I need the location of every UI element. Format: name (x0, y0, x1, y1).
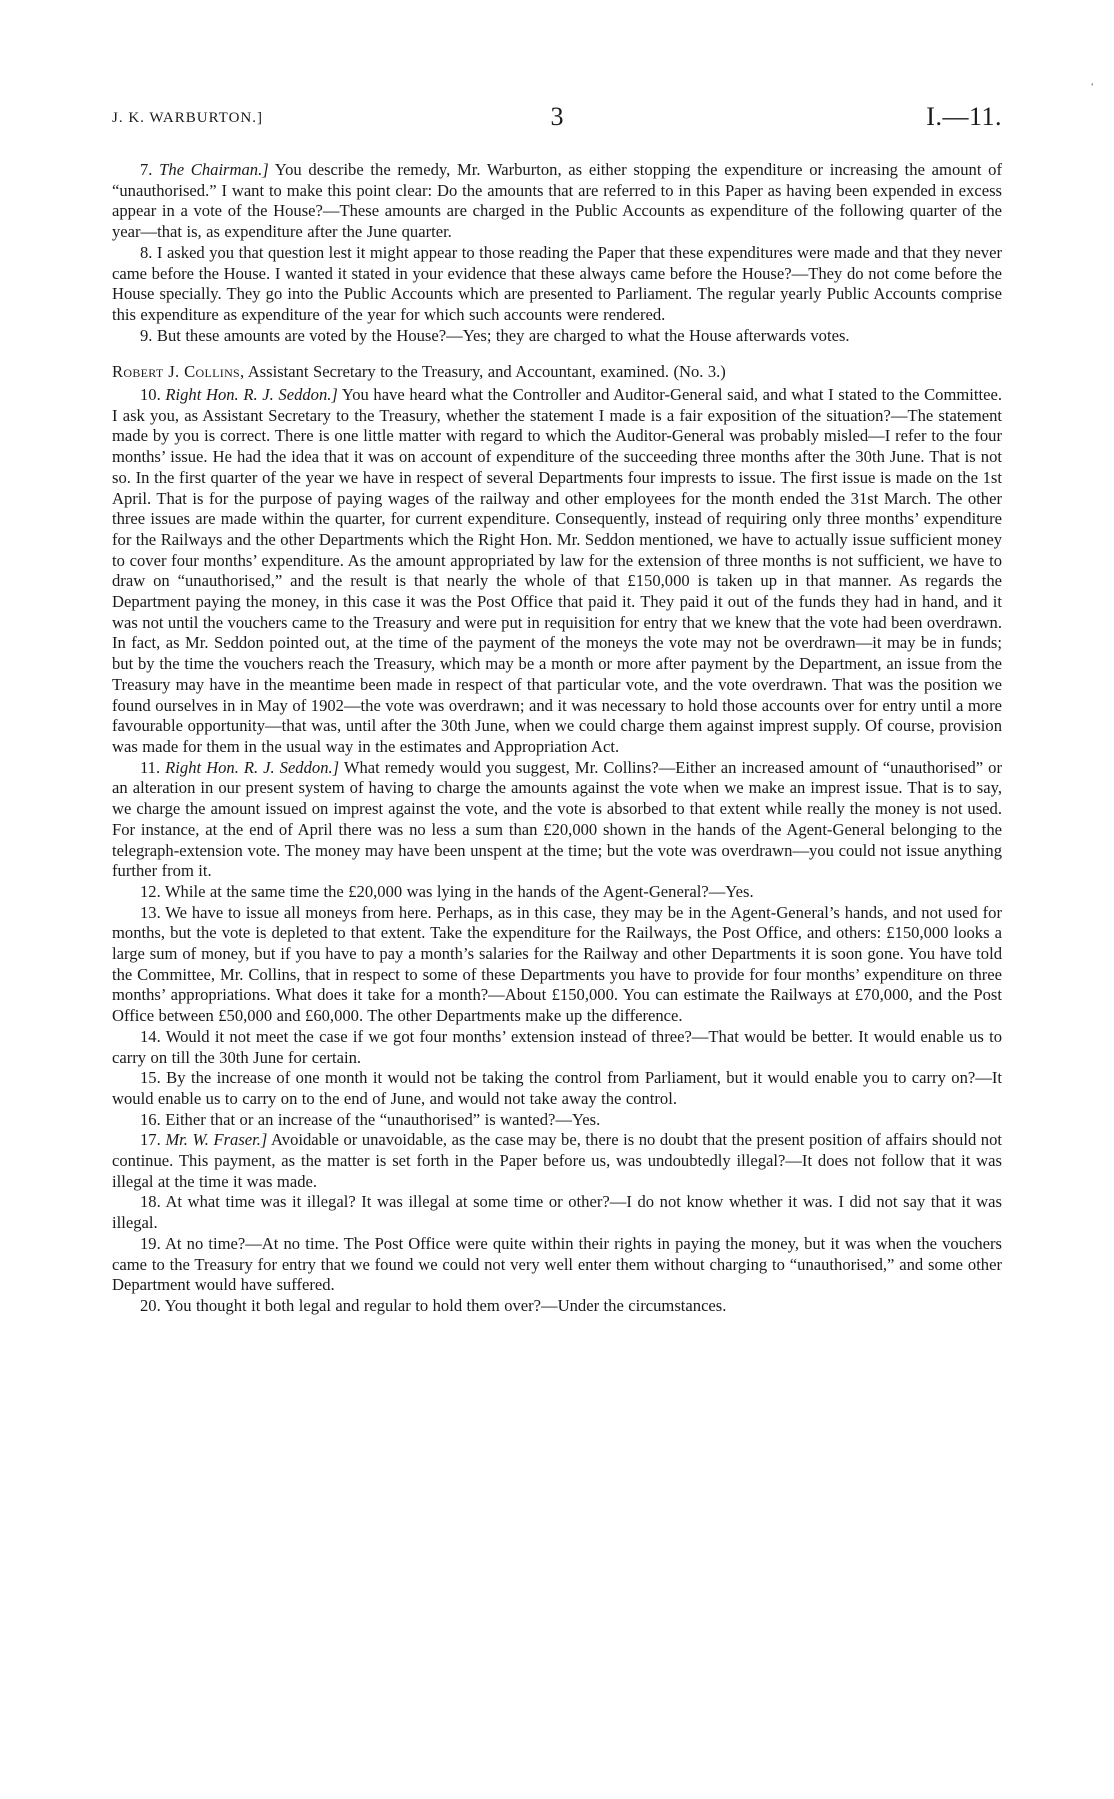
question-text: Either that or an increase of the “unauthorised” is wanted?—Yes. (160, 1109, 601, 1129)
question-number: 11. (140, 757, 161, 777)
question-number: 19. (140, 1233, 161, 1253)
question-number: 15. (140, 1068, 161, 1088)
question-text: What remedy would you suggest, Mr. Collins?—Either an increased amount of “unauthorised” or an alteration in our present system of having to charge the amounts against the vote when we make an imprest issue. That is to say, we charge the amount issued on imprest against the vote, and the vote is absorbed to that extent while really the money is not used. For instance, at the end of April there was no less a sum than £20,000 shown in the hands of the Agent-General belonging to the telegraph-extension vote. The money may have been unspent at the time; but the vote was overdrawn—you could not issue anything further from it. (112, 757, 1002, 881)
running-head (112, 102, 1002, 138)
question-8 (112, 243, 1002, 326)
question-13 (112, 903, 1002, 1027)
question-text: You describe the remedy, Mr. Warburton, as either stopping the expenditure or increasing the amount of “unauthorised.” I want to make this point clear: Do the amounts that are referred to in this Paper as having been expended in excess appear in a vote of the House?—These amounts are charged in the Public Accounts as expenditure of the following quarter of the year—that is, as expenditure after the June quarter. (112, 160, 1002, 242)
question-9 (112, 326, 1002, 347)
question-text: At what time was it illegal? It was illegal at some time or other?—I do not know whether it was. I did not say that it was illegal. (112, 1192, 1002, 1233)
question-text: But these amounts are voted by the House?—Yes; they are charged to what the House afterwards votes. (152, 325, 850, 345)
question-15 (112, 1068, 1002, 1109)
witness-heading (112, 362, 1002, 383)
question-number: 7. (140, 160, 153, 179)
evidence-body (112, 160, 1002, 1317)
question-18 (112, 1192, 1002, 1233)
question-text: I asked you that question lest it might appear to those reading the Paper that these expenditures were made and that they never came before the House. I wanted it stated in your evidence that these always came before the House?—They do not come before the House specially. They go into the Public Accounts which are presented to Parliament. The regular yearly Public Accounts comprise this expenditure as expenditure of the year for which such accounts were rendered. (112, 242, 1002, 324)
question-number: 10. (140, 385, 161, 405)
question-text: By the increase of one month it would not be taking the control from Parliament, but it would enable you to carry on?—It would enable us to carry on to the end of June, and would not take away the control. (112, 1068, 1002, 1108)
question-text: We have to issue all moneys from here. Perhaps, as in this case, they may be in the Agent-General’s hands, and not used for months, but the vote is depleted to that extent. Take the expenditure for the Railways, the Post Office, and others: £150,000 looks a large sum of money, but if you have to pay a month’s salaries for the Railway and other Departments it is soon gone. You have told the Committee, Mr. Collins, that in respect to some of these Departments you have to provide for four months’ expenditure on three months’ appropriations. What does it take for a month?—About £150,000. You can estimate the Railways at £70,000, and the Post Office between £50,000 and £60,000. The other Departments make up the difference. (112, 902, 1002, 1026)
question-number: 17. (140, 1130, 161, 1150)
question-number: 9. (140, 325, 153, 345)
question-7 (112, 160, 1002, 243)
question-text: You have heard what the Controller and Auditor-General said, and what I stated to the Committee. I ask you, as Assistant Secretary to the Treasury, whether the statement I made is a fair exposition of the situation?—The statement made by you is correct. There is one little matter with regard to which the Auditor-General was probably misled—I refer to the four months’ issue. He had the idea that it was on account of expenditure of the succeeding three months after the 30th June. That is not so. In the first quarter of the year we have in respect of several Departments four imprests to issue. The first issue is made on the 1st April. That is for the purpose of paying wages of the railway and other employees for the month ended the 31st March. The other three issues are made within the quarter, for current expenditure. Consequently, instead of requiring only three months’ expenditure for the Railways and the other Departments which the Right Hon. Mr. Seddon mentioned, we have to actually issue sufficient money to cover four months’ expenditure. As the amount appropriated by law for the extension of three months is not sufficient, we have to draw on “unauthorised,” and the result is that nearly the whole of that £150,000 is taken up in that manner. As regards the Department paying the money, in this case it was the Post Office that paid it. They paid it out of the funds they had in hand, and it was not until the vouchers came to the Treasury and were put in requisition for entry that we knew that the vote had been overdrawn. In fact, as Mr. Seddon pointed out, at the time of the payment of the moneys the vote may not be overdrawn—it may be in funds; but by the time the vouchers reach the Treasury, which may be a month or more after payment by the Department, an issue from the Treasury may have in the meantime been made in respect of that particular vote, and the vote overdrawn. That was the position we found ourselves in in May of 1902—the vote was overdrawn; and it was necessary to hold those accounts over for entry until a more favourable opportunity—that was, until after the 30th June, when we could charge them against imprest supply. Of course, provision was made for them in the usual way in the estimates and Appropriation Act. (112, 385, 1002, 756)
speaker: Mr. W. Fraser.] (165, 1130, 268, 1150)
speaker: Right Hon. R. J. Seddon.] (165, 385, 338, 405)
question-16 (112, 1110, 1002, 1131)
question-20 (112, 1296, 1002, 1317)
question-number: 13. (140, 902, 161, 922)
question-14 (112, 1027, 1002, 1068)
scan-mark: ‘ (1090, 82, 1094, 93)
question-text: You thought it both legal and regular to hold them over?—Under the circumstances. (160, 1295, 727, 1315)
question-text: Would it not meet the case if we got four months’ extension instead of three?—That would be better. It would enable us to carry on till the 30th June for certain. (112, 1026, 1002, 1067)
question-17 (112, 1130, 1002, 1192)
question-10 (112, 385, 1002, 758)
running-head-witness: J. K. WARBURTON.] (112, 110, 263, 126)
page-number: 3 (550, 102, 564, 131)
speaker: Right Hon. R. J. Seddon.] (165, 757, 340, 777)
question-text: Avoidable or unavoidable, as the case may be, there is no doubt that the present position of affairs should not continue. This payment, as the matter is set forth in the Paper before us, was undoubtedly illegal?—It does not follow that it was illegal at the time it was made. (112, 1130, 1002, 1191)
question-11 (112, 758, 1002, 882)
question-number: 14. (140, 1026, 161, 1046)
witness-name: Robert J. Collins (112, 362, 241, 382)
question-19 (112, 1234, 1002, 1296)
question-number: 20. (140, 1295, 161, 1315)
question-number: 12. (140, 881, 161, 901)
question-text: While at the same time the £20,000 was lying in the hands of the Agent-General?—Yes. (160, 881, 754, 901)
document-code: I.—11. (926, 102, 1002, 131)
question-text: At no time?—At no time. The Post Office were quite within their rights in paying the money, but it was when the vouchers came to the Treasury for entry that we found we could not very well enter them without charging to “unauthorised,” and some other Department would have suffered. (112, 1233, 1002, 1295)
question-12 (112, 882, 1002, 903)
speaker: The Chairman.] (159, 160, 269, 179)
question-number: 18. (140, 1192, 161, 1212)
question-number: 8. (140, 242, 153, 262)
question-number: 16. (140, 1109, 161, 1129)
witness-description: , Assistant Secretary to the Treasury, and Accountant, examined. (No. 3.) (240, 362, 726, 382)
